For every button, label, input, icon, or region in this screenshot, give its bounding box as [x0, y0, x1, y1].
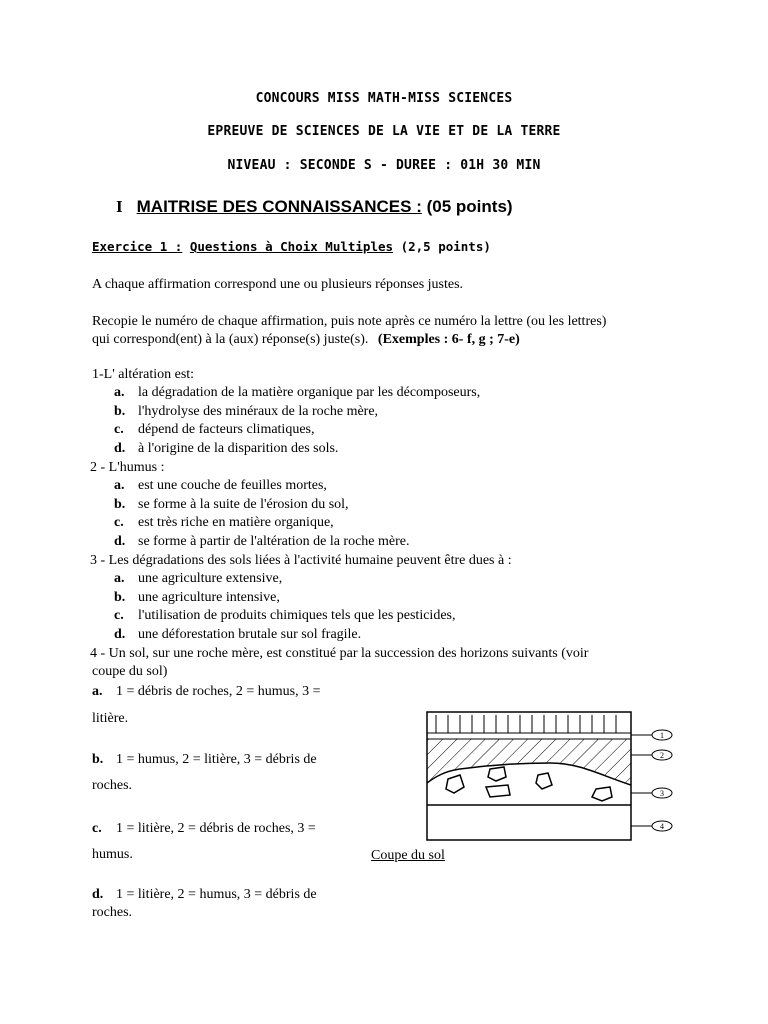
- q2-option-a: a. est une couche de feuilles mortes,: [114, 478, 327, 493]
- svg-text:3: 3: [660, 789, 664, 798]
- intro-line-3: [92, 331, 520, 349]
- q4-option-a-cont: litière.: [92, 711, 129, 726]
- q4-option-d-cont: roches.: [92, 905, 133, 920]
- figure-caption: Coupe du sol: [371, 848, 445, 863]
- intro-line-1: A chaque affirmation correspond une ou plusieurs réponses justes.: [92, 277, 464, 292]
- svg-text:2: 2: [660, 751, 664, 760]
- section-points: (05 points): [426, 197, 513, 216]
- q2-option-d: d. se forme à partir de l'altération de la roche mère.: [114, 534, 410, 549]
- exercise-label: Exercice 1 :: [92, 239, 183, 254]
- section-title-text: MAITRISE DES CONNAISSANCES :: [136, 197, 422, 216]
- intro-line-3-text: qui correspond(ent) à la (aux) réponse(s) juste(s).: [92, 332, 369, 347]
- intro-example: (Exemples : 6- f, g ; 7-e): [377, 332, 520, 347]
- q4-option-a: a. 1 = débris de roches, 2 = humus, 3 =: [92, 684, 321, 699]
- label-1-marker: [652, 730, 672, 740]
- q4-option-b-cont: roches.: [92, 778, 133, 793]
- header-line-2: EPREUVE DE SCIENCES DE LA VIE ET DE LA TERRE: [207, 124, 561, 139]
- exercise-heading: [92, 239, 491, 254]
- litter-layer: [436, 715, 616, 733]
- exercise-points: (2,5 points): [400, 239, 491, 254]
- q1-option-b: b. l'hydrolyse des minéraux de la roche mère,: [114, 404, 379, 419]
- q3-option-d: d. une déforestation brutale sur sol fragile.: [114, 627, 362, 642]
- q4-option-d: d. 1 = litière, 2 = humus, 3 = débris de: [92, 887, 317, 902]
- intro-line-2: Recopie le numéro de chaque affirmation, puis note après ce numéro la lettre (ou les lettres): [92, 314, 607, 329]
- q4-option-c-cont: humus.: [92, 847, 133, 862]
- q4-option-c: c. 1 = litière, 2 = débris de roches, 3 =: [92, 821, 316, 836]
- label-2-marker: [652, 750, 672, 760]
- label-4-marker: [652, 821, 672, 831]
- q1-option-d: d. à l'origine de la disparition des sols.: [114, 441, 339, 456]
- question-4-stem-1: 4 - Un sol, sur une roche mère, est constitué par la succession des horizons suivants (voir: [90, 646, 589, 661]
- question-4-stem-2: coupe du sol): [92, 664, 168, 679]
- q4-option-b: b. 1 = humus, 2 = litière, 3 = débris de: [92, 752, 317, 767]
- q3-option-b: b. une agriculture intensive,: [114, 590, 280, 605]
- q3-option-a: a. une agriculture extensive,: [114, 571, 283, 586]
- q1-option-c: c. dépend de facteurs climatiques,: [114, 422, 315, 437]
- header-line-1: CONCOURS MISS MATH-MISS SCIENCES: [255, 91, 513, 106]
- question-1-stem: 1-L' altération est:: [92, 367, 195, 382]
- q2-option-c: c. est très riche en matière organique,: [114, 515, 334, 530]
- question-3-stem: 3 - Les dégradations des sols liées à l'activité humaine peuvent être dues à :: [90, 553, 512, 568]
- svg-text:1: 1: [660, 731, 664, 740]
- header-line-3: NIVEAU : SECONDE S - DUREE : 01H 30 MIN: [227, 158, 541, 173]
- exercise-title: Questions à Choix Multiples: [189, 239, 394, 254]
- label-3-marker: [652, 788, 672, 798]
- q3-option-c: c. l'utilisation de produits chimiques tels que les pesticides,: [114, 608, 456, 623]
- section-roman: I: [116, 197, 123, 216]
- svg-text:4: 4: [660, 822, 664, 831]
- soil-profile-diagram: [420, 705, 680, 845]
- q2-option-b: b. se forme à la suite de l'érosion du sol,: [114, 497, 349, 512]
- question-2-stem: 2 - L'humus :: [90, 460, 165, 475]
- rock-debris-layer: [446, 767, 612, 801]
- section-title: [116, 197, 513, 217]
- q1-option-a: a. la dégradation de la matière organique par les décomposeurs,: [114, 385, 481, 400]
